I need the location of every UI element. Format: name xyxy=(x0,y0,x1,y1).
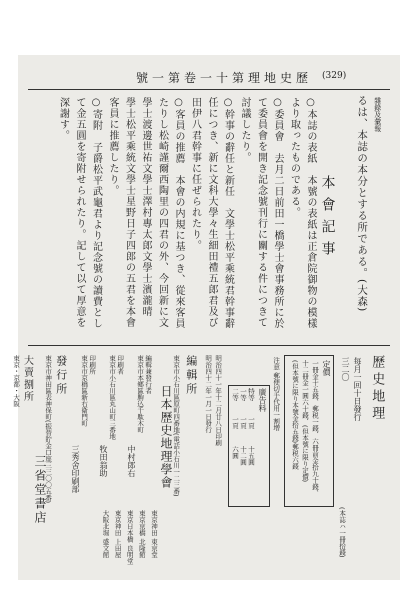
distributor-item: 東京神田 上田屋 xyxy=(113,510,122,558)
ad-rank: 二等 xyxy=(231,388,239,401)
distributor-list xyxy=(48,510,158,575)
kiji-column: て委員會を開き記念號刊行に關する件につきて xyxy=(255,97,267,328)
distributor-place: 東京・京都・大阪 xyxy=(12,355,21,407)
distributor-item: 東京日本橋 良明堂 xyxy=(125,510,134,565)
ad-rate-label: 廣告料 xyxy=(258,388,267,412)
book-page xyxy=(12,55,400,580)
distributor-item: 東京神田 東京堂 xyxy=(150,510,158,558)
kiji-heading: 本會記事 xyxy=(319,175,336,263)
schedule: 每月一回十日發行 xyxy=(353,357,362,421)
publisher-name: 三省堂書店 xyxy=(33,455,47,525)
staff-name: 牧田翁助 xyxy=(99,445,108,477)
ad-price: 十二圓 xyxy=(239,446,247,466)
notice: 注意 郵便切手代用一割増 xyxy=(272,357,281,431)
price-line: (但本號に限り本號金拾五錢)郵税六錢 xyxy=(291,360,299,470)
editor-label: 編輯所 xyxy=(184,355,198,397)
price-label: 定價 xyxy=(322,360,331,376)
publisher-address: 東京市神田區表神保町(振替貯金口座三三〇〇五番) xyxy=(44,355,53,504)
distributor-item: 大阪北堀 盛文館 xyxy=(101,510,110,558)
print-date: 明治四十一年十二月廿八日印刷 xyxy=(214,355,223,446)
section-tag: 雜錄及彙報 xyxy=(373,97,382,132)
kiji-column: ○客員の推薦 本會の内規に基つき、從來客員 xyxy=(173,97,184,329)
staff-name: 三秀舍印刷部 xyxy=(71,445,80,493)
ad-rank: 特等 xyxy=(247,388,255,401)
publisher-label: 發行所 xyxy=(54,355,68,397)
staff-role: 印刷者 xyxy=(116,355,125,375)
kiji-column: 任につき、新に文科大學々生細田禮五郎君及び xyxy=(206,97,217,328)
price-line: 一冊金十五錢、郵税一錢、六冊前金拾九十錢、 xyxy=(311,360,319,497)
ad-rank: 一等 xyxy=(239,388,247,401)
kiji-column: て金五圓を寄附せられたり。記して以て厚意を xyxy=(74,97,85,328)
journal-title: 歷史地理 xyxy=(369,355,385,423)
section-divider xyxy=(28,345,390,346)
kiji-column: 討議したり。 xyxy=(239,97,250,163)
ad-unit: 一頁 xyxy=(231,416,239,429)
colophon-page-ref: 三二〇 xyxy=(341,357,350,381)
ad-unit: 一頁 xyxy=(247,416,255,429)
kiji-body xyxy=(58,97,316,337)
running-header xyxy=(18,69,400,91)
price-note: (本誌ハ一冊拾錢) xyxy=(338,507,347,558)
issue-date: 明治四十二年一月一日發行 xyxy=(204,355,213,433)
header-rule xyxy=(28,89,390,90)
prev-article-closing: るは、本誌の本分とする所である。(大森) xyxy=(356,95,369,313)
kiji-column: より取ったものである。 xyxy=(288,97,300,218)
ad-rate-table xyxy=(228,385,270,507)
distributor-item: 東京京橋 北隆館 xyxy=(137,510,146,558)
kiji-column: 客員に推薦したり。 xyxy=(107,97,118,196)
price-line: 十二冊金一圓六十錢、(但本號に限り定價) xyxy=(301,360,309,483)
kiji-column: ○幹事の辭任と新任 文學士松平乘統君幹事辭 xyxy=(222,97,234,329)
kiji-column: たりし松崎謹爾西陶里の四君の外、今回新に文 xyxy=(156,97,168,328)
staff-role: 編輯兼發行者 xyxy=(144,355,153,394)
kiji-column: ○本誌の表紙 本號の表紙は正倉院御物の模樣 xyxy=(305,97,316,329)
staff-name: 中村郎右 xyxy=(127,445,136,477)
price-box xyxy=(284,355,334,507)
editor-address: 東京市小石川區原町四番地(電話小石川一二三番) xyxy=(172,355,181,497)
ad-unit: 一頁 xyxy=(239,416,247,429)
society-name: 日本歷史地理學會 xyxy=(159,385,173,489)
kiji-column: 田伊八君幹事に任ぜられたり。 xyxy=(189,97,201,251)
distributor-label: 大賣捌所 xyxy=(21,355,33,403)
page-number: (329) xyxy=(322,71,347,81)
kiji-column: 學士松平乘統文學士星野日子四郎の五君を本會 xyxy=(123,97,135,328)
staff-address: 東京市小石川區丸山町三番地 xyxy=(108,355,117,440)
kiji-column: ○委員會 去月二日前田一橋學士會事務所に於 xyxy=(272,97,283,329)
staff-role: 印刷所 xyxy=(88,355,97,375)
running-title: 號一第卷一十第理地史歷 xyxy=(136,71,313,85)
kiji-column: ○寄附 子爵松平武龜君より記念號の讀費とし xyxy=(90,97,102,329)
kiji-column: 深謝す。 xyxy=(57,97,69,141)
ad-price: 十五圓 xyxy=(247,446,255,466)
kiji-column: 學士渡邊世祐文學士澤村專太郎文學士濱瀧晴 xyxy=(140,97,151,317)
ad-price: 六圓 xyxy=(231,446,239,459)
staff-address: 東京市本鄕區駒込千駄木町 xyxy=(136,355,145,433)
staff-address: 東京市京橋區新右衛門町 xyxy=(80,355,89,427)
